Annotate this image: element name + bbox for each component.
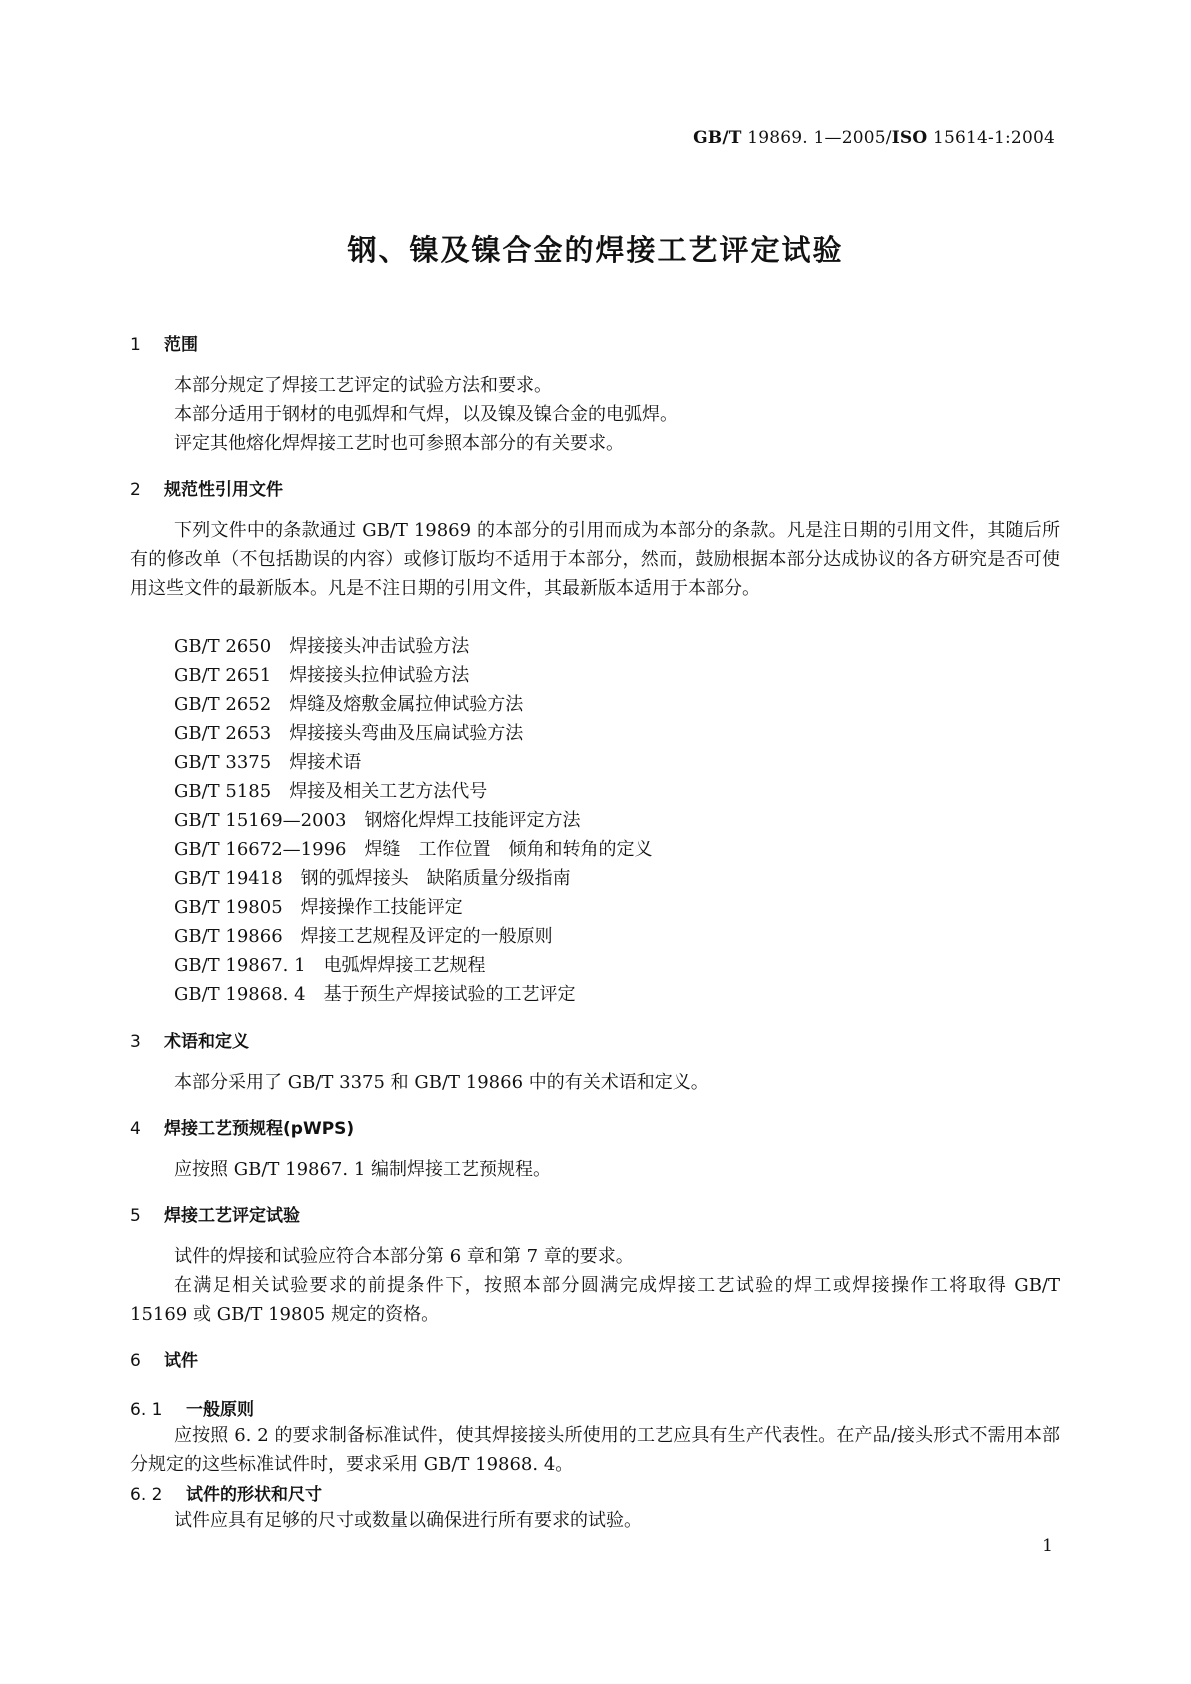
subsection-6-2-heading — [130, 1480, 322, 1505]
paragraph: 评定其他熔化焊焊接工艺时也可参照本部分的有关要求。 — [174, 433, 624, 454]
subsection-title: 试件的形状和尺寸 — [186, 1485, 322, 1505]
reference-item — [174, 777, 487, 803]
section-1-heading — [130, 330, 198, 355]
section-number: 6 — [130, 1351, 141, 1371]
subsection-title: 一般原则 — [186, 1400, 254, 1420]
section-2-heading — [130, 475, 283, 500]
standard-code-gb: GB/T — [693, 128, 742, 148]
subsection-6-1-heading — [130, 1395, 254, 1420]
reference-title: 钢熔化焊焊工技能评定方法 — [364, 810, 581, 831]
reference-code: GB/T 5185 — [174, 781, 272, 802]
reference-title: 焊接及相关工艺方法代号 — [289, 781, 488, 802]
reference-item — [174, 922, 553, 948]
standard-code-iso-number: 15614-1:2004 — [927, 128, 1055, 148]
section-title: 试件 — [164, 1351, 198, 1371]
reference-code: GB/T 2652 — [174, 694, 272, 715]
paragraph: 本部分规定了焊接工艺评定的试验方法和要求。 — [174, 375, 552, 396]
standard-code — [693, 128, 1055, 148]
paragraph: 试件的焊接和试验应符合本部分第 6 章和第 7 章的要求。 — [174, 1246, 634, 1267]
section-number: 1 — [130, 335, 141, 355]
reference-title: 焊接接头拉伸试验方法 — [289, 665, 470, 686]
section-number: 2 — [130, 480, 141, 500]
paragraph: 在满足相关试验要求的前提条件下，按照本部分圆满完成焊接工艺试验的焊工或焊接操作工将取得 GB/T 15169 或 GB/T 19805 规定的资格。 — [130, 1275, 1060, 1325]
reference-item — [174, 864, 571, 890]
reference-code: GB/T 19805 — [174, 897, 283, 918]
reference-item — [174, 661, 469, 687]
section-6-heading — [130, 1346, 198, 1371]
reference-title: 钢的弧焊接头 缺陷质量分级指南 — [300, 868, 571, 889]
section-number: 4 — [130, 1119, 141, 1139]
reference-code: GB/T 19867. 1 — [174, 955, 306, 976]
reference-code: GB/T 19866 — [174, 926, 283, 947]
reference-title: 焊缝 工作位置 倾角和转角的定义 — [364, 839, 653, 860]
reference-code: GB/T 3375 — [174, 752, 272, 773]
standard-code-number: 19869. 1—2005/ — [741, 128, 892, 148]
section-number: 3 — [130, 1032, 141, 1052]
reference-title: 电弧焊焊接工艺规程 — [323, 955, 486, 976]
paragraph: 本部分适用于钢材的电弧焊和气焊，以及镍及镍合金的电弧焊。 — [174, 404, 678, 425]
paragraph: 下列文件中的条款通过 GB/T 19869 的本部分的引用而成为本部分的条款。凡是注日期的引用文件，其随后所有的修改单（不包括勘误的内容）或修订版均不适用于本部分，然而，鼓励根据本部分达成协议的各方研究是否可使用这些文件的最新版本。凡是不注日期的引用文件，其最新版本适用于本部分。 — [130, 520, 1060, 599]
reference-code: GB/T 2653 — [174, 723, 272, 744]
reference-title: 焊接接头冲击试验方法 — [289, 636, 470, 657]
reference-code: GB/T 2651 — [174, 665, 272, 686]
reference-item — [174, 893, 463, 919]
section-number: 5 — [130, 1206, 141, 1226]
reference-item — [174, 690, 523, 716]
section-title: 焊接工艺评定试验 — [164, 1206, 300, 1226]
section-title: 术语和定义 — [164, 1032, 249, 1052]
reference-item — [174, 980, 576, 1006]
page-number: 1 — [1042, 1536, 1053, 1556]
subsection-number: 6. 2 — [130, 1485, 163, 1505]
reference-item — [174, 748, 361, 774]
paragraph: 应按照 6. 2 的要求制备标准试件，使其焊接接头所使用的工艺应具有生产代表性。在产品/接头形式不需用本部分规定的这些标准试件时，要求采用 GB/T 19868. 4。 — [130, 1425, 1060, 1475]
reference-title: 焊接工艺规程及评定的一般原则 — [300, 926, 553, 947]
section-title: 焊接工艺预规程(pWPS) — [164, 1119, 355, 1139]
reference-title: 焊接术语 — [289, 752, 362, 773]
section-5-heading — [130, 1201, 300, 1226]
reference-title: 焊接操作工技能评定 — [300, 897, 463, 918]
document-title: 钢、镍及镍合金的焊接工艺评定试验 — [347, 233, 844, 267]
reference-code: GB/T 19868. 4 — [174, 984, 306, 1005]
subsection-number: 6. 1 — [130, 1400, 163, 1420]
standard-code-iso: ISO — [891, 128, 928, 148]
paragraph: 应按照 GB/T 19867. 1 编制焊接工艺预规程。 — [174, 1159, 551, 1180]
reference-code: GB/T 19418 — [174, 868, 283, 889]
reference-code: GB/T 2650 — [174, 636, 272, 657]
reference-item — [174, 835, 652, 861]
reference-item — [174, 719, 523, 745]
reference-title: 焊缝及熔敷金属拉伸试验方法 — [289, 694, 524, 715]
paragraph: 试件应具有足够的尺寸或数量以确保进行所有要求的试验。 — [174, 1510, 642, 1531]
reference-title: 焊接接头弯曲及压扁试验方法 — [289, 723, 524, 744]
reference-title: 基于预生产焊接试验的工艺评定 — [323, 984, 576, 1005]
section-title: 范围 — [164, 335, 198, 355]
section-4-heading — [130, 1114, 354, 1139]
reference-item — [174, 632, 469, 658]
reference-code: GB/T 15169—2003 — [174, 810, 347, 831]
reference-code: GB/T 16672—1996 — [174, 839, 347, 860]
section-title: 规范性引用文件 — [164, 480, 283, 500]
reference-item — [174, 951, 486, 977]
reference-item — [174, 806, 580, 832]
section-3-heading — [130, 1027, 249, 1052]
paragraph: 本部分采用了 GB/T 3375 和 GB/T 19866 中的有关术语和定义。 — [174, 1072, 709, 1093]
